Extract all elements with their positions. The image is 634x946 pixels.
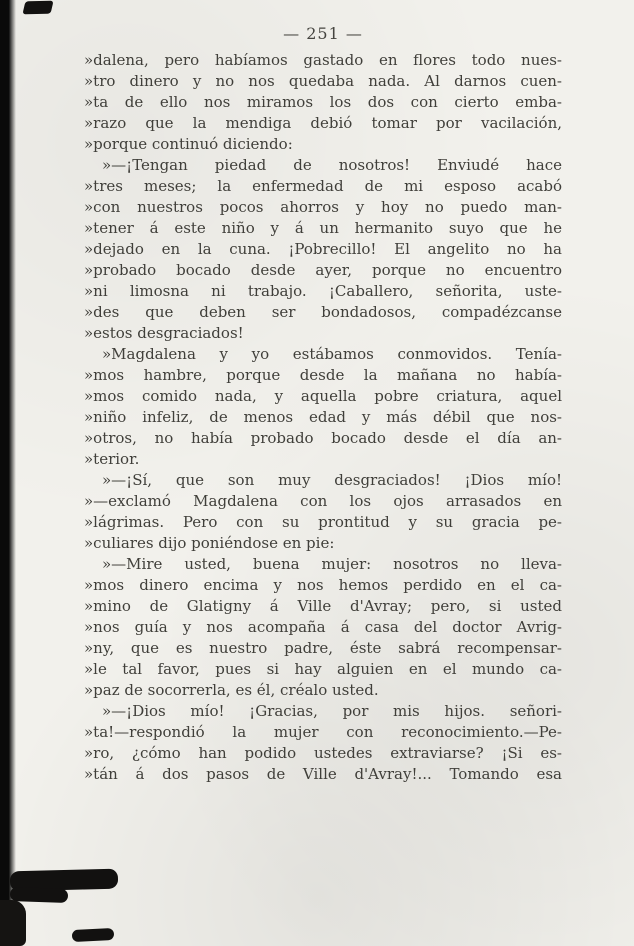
- paragraph: [84, 701, 562, 785]
- text-line: »porque continuó diciendo:: [84, 135, 293, 153]
- paragraph: [84, 470, 562, 554]
- text-line: »niño infeliz, de menos edad y más débil que nos-: [84, 408, 562, 426]
- text-line: »ta de ello nos miramos los dos con cierto emba-: [84, 93, 562, 111]
- text-line: »ta!—respondió la mujer con reconocimiento.—Pe-: [84, 723, 562, 741]
- text-line: »Magdalena y yo estábamos conmovidos. Tenía-: [102, 345, 562, 363]
- text-line: »ro, ¿cómo han podido ustedes extraviarse? ¡Si es-: [84, 744, 562, 762]
- text-line: »des que deben ser bondadosos, compadézcanse: [84, 303, 562, 321]
- text-line: »tán á dos pasos de Ville d'Avray!... Tomando esa: [84, 765, 562, 783]
- ink-smudge-top-left: [22, 1, 53, 14]
- text-line: »dejado en la cuna. ¡Pobrecillo! El angelito no ha: [84, 240, 562, 258]
- text-line: »culiares dijo poniéndose en pie:: [84, 534, 335, 552]
- text-line: »—¡Tengan piedad de nosotros! Enviudé hace: [102, 156, 562, 174]
- binding-shadow: [0, 0, 16, 946]
- text-line: »probado bocado desde ayer, porque no encuentro: [84, 261, 562, 279]
- text-line: »estos desgraciados!: [84, 324, 244, 342]
- text-line: »ni limosna ni trabajo. ¡Caballero, señorita, uste-: [84, 282, 562, 300]
- paragraph: [84, 155, 562, 344]
- text-line: »lágrimas. Pero con su prontitud y su gracia pe-: [84, 513, 562, 531]
- ink-smudge-bottom: [10, 887, 68, 903]
- text-line: »otros, no había probado bocado desde el día an-: [84, 429, 562, 447]
- text-line: »razo que la mendiga debió tomar por vacilación,: [84, 114, 562, 132]
- text-line: »—¡Sí, que son muy desgraciados! ¡Dios mío!: [102, 471, 562, 489]
- text-line: »mos hambre, porque desde la mañana no había-: [84, 366, 562, 384]
- paragraph: [84, 50, 562, 155]
- paragraph: [84, 554, 562, 701]
- text-line: »nos guía y nos acompaña á casa del doctor Avrig-: [84, 618, 562, 636]
- text-line: »mino de Glatigny á Ville d'Avray; pero, si usted: [84, 597, 562, 615]
- text-line: »—exclamó Magdalena con los ojos arrasados en: [84, 492, 562, 510]
- text-line: »tres meses; la enfermedad de mi esposo acabó: [84, 177, 562, 195]
- body-text: [84, 50, 562, 785]
- text-line: »terior.: [84, 450, 140, 468]
- text-line: »tener á este niño y á un hermanito suyo que he: [84, 219, 562, 237]
- page-number: — 251 —: [283, 24, 363, 43]
- paragraph: [84, 344, 562, 470]
- text-line: »mos dinero encima y nos hemos perdido en el ca-: [84, 576, 562, 594]
- text-line: »tro dinero y no nos quedaba nada. Al darnos cuen-: [84, 72, 562, 90]
- text-line: »—Mire usted, buena mujer: nosotros no lleva-: [102, 555, 562, 573]
- text-line: »dalena, pero habíamos gastado en flores todo nues-: [84, 51, 562, 69]
- text-line: »paz de socorrerla, es él, créalo usted.: [84, 681, 379, 699]
- text-line: »mos comido nada, y aquella pobre criatura, aquel: [84, 387, 562, 405]
- text-line: »con nuestros pocos ahorros y hoy no puedo man-: [84, 198, 562, 216]
- ink-smudge-bottom: [72, 928, 115, 942]
- text-line: »—¡Dios mío! ¡Gracias, por mis hijos. señori-: [102, 702, 562, 720]
- text-line: »le tal favor, pues si hay alguien en el mundo ca-: [84, 660, 562, 678]
- ink-smudge-bottom-edge: [0, 900, 26, 946]
- text-line: »ny, que es nuestro padre, éste sabrá recompensar-: [84, 639, 562, 657]
